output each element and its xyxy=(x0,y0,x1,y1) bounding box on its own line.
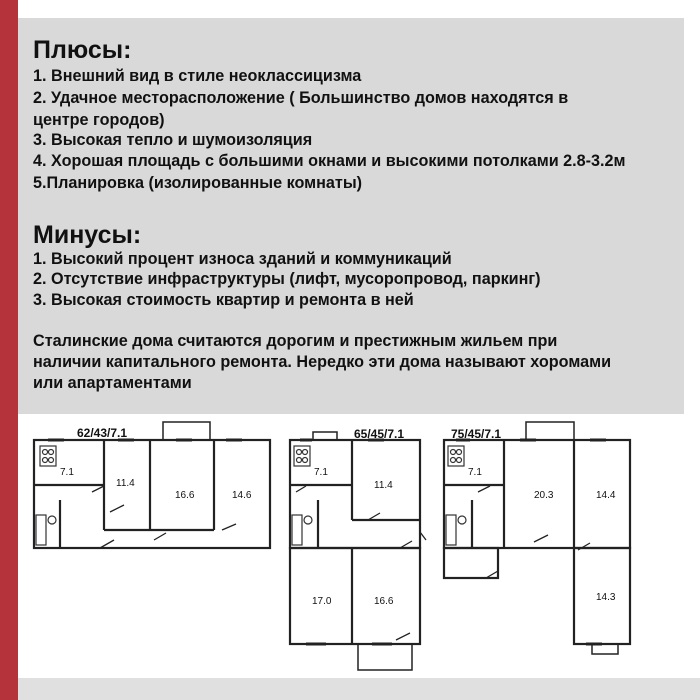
room-area: 20.3 xyxy=(534,490,554,501)
cons-item: 3. Высокая стоимость квартир и ремонта в ней xyxy=(33,291,414,309)
footer-strip xyxy=(18,678,700,700)
room-area: 16.6 xyxy=(374,596,394,607)
room-area: 14.3 xyxy=(596,592,616,603)
room-area: 11.4 xyxy=(374,480,393,491)
pros-item: 3. Высокая тепло и шумоизоляция xyxy=(33,131,313,149)
floor-plan-3 xyxy=(444,422,630,654)
room-area: 11.4 xyxy=(116,478,135,489)
room-area: 16.6 xyxy=(175,490,195,501)
room-area: 7.1 xyxy=(314,467,328,478)
cons-item: 1. Высокий процент износа зданий и коммуникаций xyxy=(33,250,452,268)
pros-item: центре городов) xyxy=(33,111,165,129)
floor-plans xyxy=(18,414,700,680)
plan-label: 75/45/7.1 xyxy=(451,427,502,441)
pros-item: 1. Внешний вид в стиле неоклассицизма xyxy=(33,67,362,85)
plan-label: 62/43/7.1 xyxy=(77,426,128,440)
room-area: 14.6 xyxy=(232,490,252,501)
note-line: или апартаментами xyxy=(33,374,192,392)
cons-title: Минусы: xyxy=(33,221,142,249)
pros-title: Плюсы: xyxy=(33,36,132,64)
room-area: 7.1 xyxy=(60,467,74,478)
pros-item: 5.Планировка (изолированные комнаты) xyxy=(33,174,363,192)
pros-item: 4. Хорошая площадь с большими окнами и высокими потолками 2.8-3.2м xyxy=(33,152,626,170)
accent-bar xyxy=(0,0,18,700)
cons-item: 2. Отсутствие инфраструктуры (лифт, мусоропровод, паркинг) xyxy=(33,270,541,288)
pros-item: 2. Удачное месторасположение ( Большинство домов находятся в xyxy=(33,89,569,107)
note-line: Сталинские дома считаются дорогим и престижным жильем при xyxy=(33,332,558,350)
room-area: 14.4 xyxy=(596,490,616,501)
plan-label: 65/45/7.1 xyxy=(354,427,405,441)
note-line: наличии капитального ремонта. Нередко эти дома называют хоромами xyxy=(33,353,612,371)
floor-plan-2 xyxy=(290,432,420,670)
room-area: 7.1 xyxy=(468,467,482,478)
room-area: 17.0 xyxy=(312,596,332,607)
